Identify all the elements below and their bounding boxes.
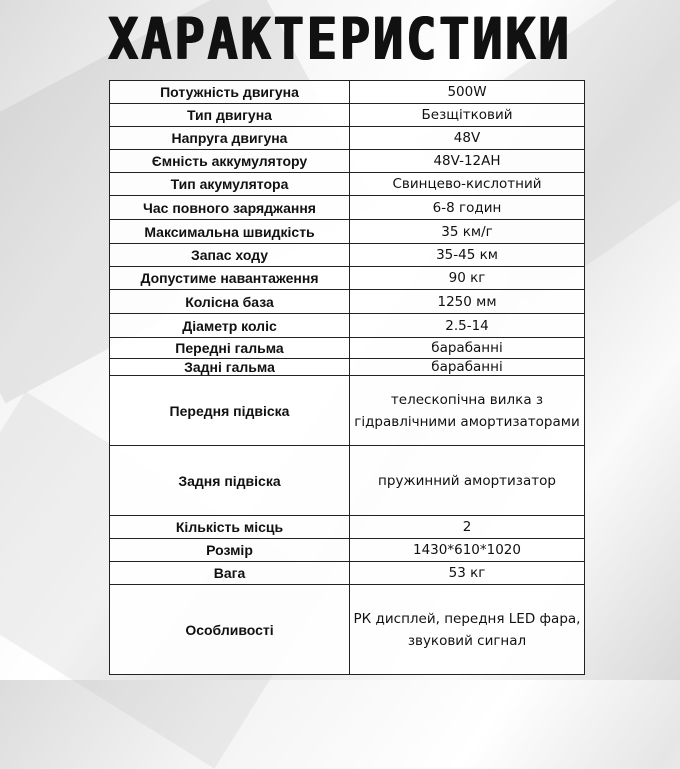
table-row — [110, 267, 585, 290]
row-value: барабанні — [350, 359, 585, 376]
row-value: 2 — [350, 516, 585, 539]
table-row — [110, 196, 585, 220]
row-value: 90 кг — [350, 267, 585, 290]
table-row — [110, 150, 585, 173]
row-value: барабанні — [350, 338, 585, 359]
row-value: РК дисплей, передня LED фара, звуковий сигнал — [350, 585, 585, 675]
row-label: Колісна база — [110, 290, 350, 314]
row-label: Тип акумулятора — [110, 173, 350, 196]
table-row — [110, 539, 585, 562]
row-label: Вага — [110, 562, 350, 585]
row-value: 2.5-14 — [350, 314, 585, 338]
row-label: Тип двигуна — [110, 104, 350, 127]
row-value: 6-8 годин — [350, 196, 585, 220]
table-row — [110, 81, 585, 104]
table-row — [110, 290, 585, 314]
row-value: 35-45 км — [350, 244, 585, 267]
table-row — [110, 220, 585, 244]
row-label: Час повного заряджання — [110, 196, 350, 220]
table-row — [110, 446, 585, 516]
row-label: Ємність аккумулятору — [110, 150, 350, 173]
table-row — [110, 104, 585, 127]
row-label: Максимальна швидкість — [110, 220, 350, 244]
row-label: Допустиме навантаження — [110, 267, 350, 290]
row-value: 48V-12AH — [350, 150, 585, 173]
spec-table — [109, 80, 585, 675]
row-value: Безщітковий — [350, 104, 585, 127]
row-label: Потужність двигуна — [110, 81, 350, 104]
table-row — [110, 359, 585, 376]
row-label: Особливості — [110, 585, 350, 675]
row-label: Задня підвіска — [110, 446, 350, 516]
row-value: 35 км/г — [350, 220, 585, 244]
row-label: Діаметр коліс — [110, 314, 350, 338]
row-value: 1430*610*1020 — [350, 539, 585, 562]
table-row — [110, 244, 585, 267]
table-row — [110, 338, 585, 359]
row-value: 53 кг — [350, 562, 585, 585]
row-value: 48V — [350, 127, 585, 150]
row-label: Передні гальма — [110, 338, 350, 359]
table-row — [110, 127, 585, 150]
row-label: Передня підвіска — [110, 376, 350, 446]
table-row — [110, 585, 585, 675]
row-value: телескопічна вилка з гідравлічними амортизаторами — [350, 376, 585, 446]
row-label: Кількість місць — [110, 516, 350, 539]
table-row — [110, 516, 585, 539]
row-value: пружинний амортизатор — [350, 446, 585, 516]
row-label: Розмір — [110, 539, 350, 562]
row-label: Задні гальма — [110, 359, 350, 376]
row-value: 500W — [350, 81, 585, 104]
row-value: Свинцево-кислотний — [350, 173, 585, 196]
page-title: ХАРАКТЕРИСТИКИ — [108, 6, 572, 73]
table-row — [110, 562, 585, 585]
table-row — [110, 314, 585, 338]
table-row — [110, 376, 585, 446]
row-label: Запас ходу — [110, 244, 350, 267]
table-row — [110, 173, 585, 196]
row-label: Напруга двигуна — [110, 127, 350, 150]
row-value: 1250 мм — [350, 290, 585, 314]
